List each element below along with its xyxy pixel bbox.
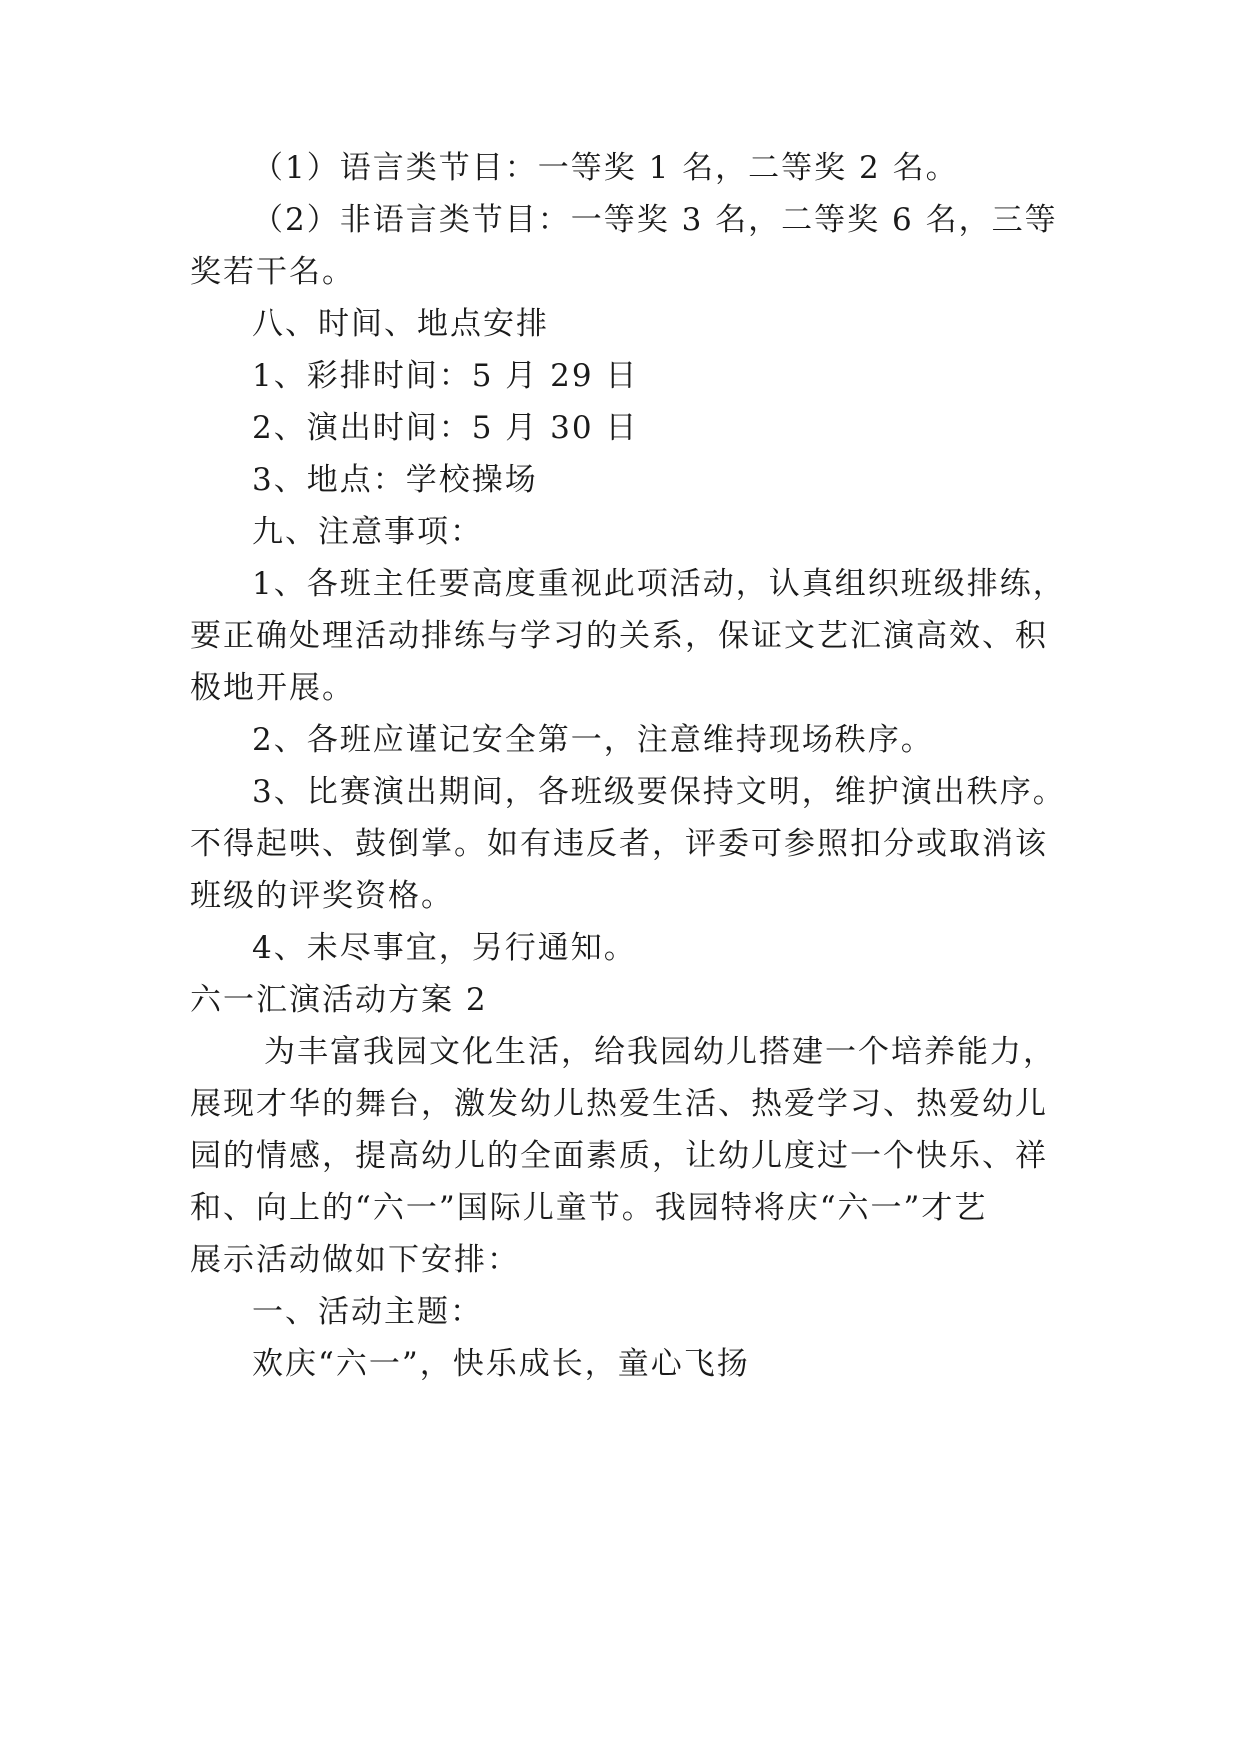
text-line: 奖若干名。 <box>190 254 355 290</box>
text-line: 1、各班主任要高度重视此项活动，认真组织班级排练， <box>252 566 1066 602</box>
text-line: 4、未尽事宜，另行通知。 <box>252 930 637 966</box>
text-line: 园的情感，提高幼儿的全面素质，让幼儿度过一个快乐、祥 <box>190 1138 1048 1174</box>
text-line: 极地开展。 <box>190 670 355 706</box>
text-line: 要正确处理活动排练与学习的关系，保证文艺汇演高效、积 <box>190 618 1048 654</box>
text-line: 2、演出时间：5 月 30 日 <box>252 410 639 446</box>
text-line: 3、比赛演出期间，各班级要保持文明，维护演出秩序。 <box>252 774 1066 810</box>
text-line: （2）非语言类节目：一等奖 3 名，二等奖 6 名，三等 <box>252 202 1058 238</box>
section-heading: 九、注意事项： <box>252 514 483 550</box>
document-title: 六一汇演活动方案 2 <box>190 982 488 1018</box>
text-line: 展示活动做如下安排： <box>190 1242 520 1278</box>
text-line: 1、彩排时间：5 月 29 日 <box>252 358 639 394</box>
text-line: 班级的评奖资格。 <box>190 878 454 914</box>
text-line: 和、向上的“六一”国际儿童节。我园特将庆“六一”才艺 <box>190 1190 988 1226</box>
text-line: 不得起哄、鼓倒掌。如有违反者，评委可参照扣分或取消该 <box>190 826 1048 862</box>
text-line: 为丰富我园文化生活，给我园幼儿搭建一个培养能力， <box>264 1034 1056 1070</box>
text-line: 欢庆“六一”，快乐成长，童心飞扬 <box>252 1346 750 1382</box>
text-line: 展现才华的舞台，激发幼儿热爱生活、热爱学习、热爱幼儿 <box>190 1086 1048 1122</box>
section-heading: 一、活动主题： <box>252 1294 483 1330</box>
text-line: （1）语言类节目：一等奖 1 名，二等奖 2 名。 <box>252 150 959 186</box>
text-line: 2、各班应谨记安全第一，注意维持现场秩序。 <box>252 722 934 758</box>
section-heading: 八、时间、地点安排 <box>252 306 549 342</box>
text-line: 3、地点：学校操场 <box>252 462 538 498</box>
